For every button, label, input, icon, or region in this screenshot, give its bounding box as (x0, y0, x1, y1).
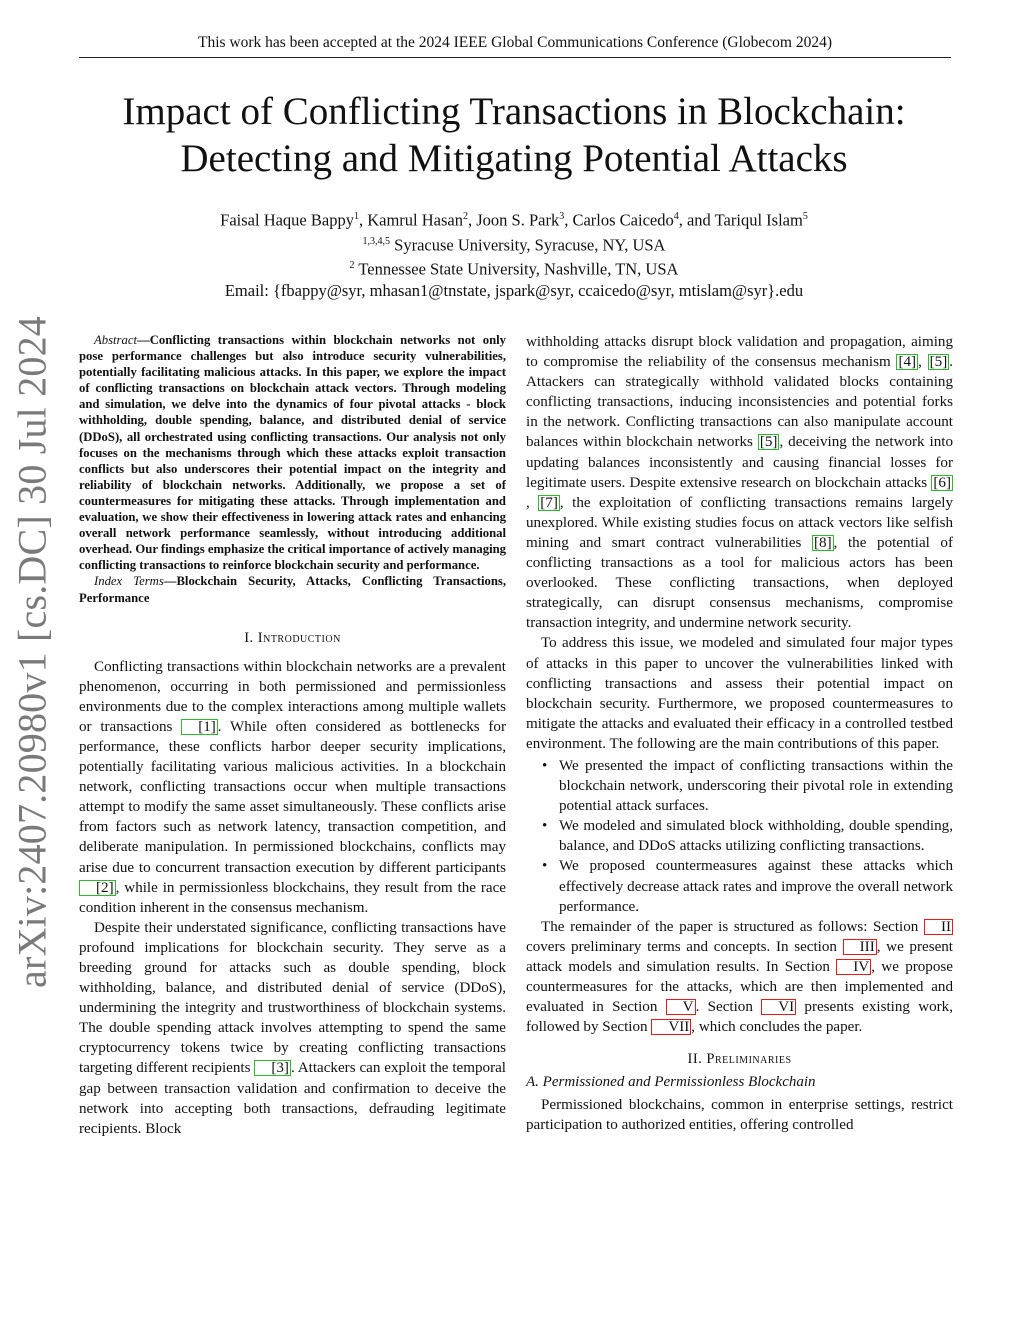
prelim-body (526, 1095, 953, 1135)
list-item (542, 856, 953, 916)
author-sup: 5 (802, 211, 808, 222)
left-column (79, 332, 506, 1139)
text-run: . While often considered as bottlenecks for performance, these conflicts harbor deeper security implications, potentially facilitating various malicious activities. In a blockchain network, conflicting transactions occur when multiple transactions attempt to modify the same asset simultaneously. These conflicts arise from factors such as network latency, transaction competition, and deliberate manipulation. In permissioned blockchains, conflicts may arise due to concurrent transaction execution by different participants (79, 718, 507, 876)
author-list (64, 206, 964, 231)
intro-body-left (79, 657, 506, 1139)
text-run: , (918, 354, 928, 371)
list-item (542, 756, 953, 816)
text-run: withholding attacks disrupt block validation and propagation, aiming to compromise the reliability of the consensus mechanism (526, 334, 953, 371)
author-sup: 2 (462, 211, 468, 222)
affiliation-1-sup: 1,3,4,5 (362, 235, 391, 247)
citation-link[interactable]: [5] (929, 354, 948, 371)
author-sep: , (467, 210, 477, 230)
abstract (79, 332, 506, 606)
arxiv-identifier[interactable]: arXiv:2407.20980v1 [cs.DC] 30 Jul 2024 (9, 316, 55, 988)
author-block (64, 206, 964, 301)
section-link-iii[interactable]: III (843, 939, 877, 955)
author-sup: 3 (559, 211, 565, 222)
intro-body-right (526, 332, 953, 1037)
author-sep: , (358, 210, 368, 230)
citation-link[interactable]: [8] (814, 534, 832, 551)
section-heading-preliminaries: II. Preliminaries (687, 1051, 792, 1068)
author-sup: 4 (673, 211, 679, 222)
section-link-v[interactable]: V (666, 999, 696, 1015)
author-name: Tariqul Islam (714, 210, 803, 230)
text-run: , (526, 494, 539, 511)
prelim-paragraph: Permissioned blockchains, common in enterprise settings, restrict participation to authorized entities, offering controlled (526, 1097, 953, 1134)
arxiv-sidebar (0, 0, 64, 1325)
affiliation-2-sup: 2 (349, 260, 355, 271)
index-terms-label: Index Terms (94, 574, 164, 589)
bullet-icon: • (542, 858, 548, 875)
intro-paragraph: To address this issue, we modeled and simulated four major types of attacks in this paper to uncover the vulnerabilities linked with conflicting transactions and assess their potential impact on blockchain security. Furthermore, we proposed countermeasures to mitigate the attacks and evaluated their efficacy in a controlled testbed environment. The following are the main contributions of this paper. (526, 635, 953, 752)
right-column (526, 332, 953, 1135)
list-item-text: We proposed countermeasures against these attacks which effectively decrease attack rates and improve the overall network performance. (559, 858, 953, 915)
citation-link[interactable]: [7] (540, 494, 558, 511)
text-run: , the potential of conflicting transactions as a tool for malicious actors has been overlooked. These conflicting transactions, when deployed strategically, can disrupt consensus mechanisms, compromise transaction integrity, and undermine network security. (526, 534, 954, 632)
author-name: Joon S. Park (476, 210, 560, 230)
text-run: , we propose countermeasures for the attacks, which are then implemented and evaluated in Section (526, 958, 953, 1016)
text-run: , the exploitation of conflicting transactions remains largely unexplored. While existing studies focus on attack vectors like selfish mining and smart contract vulnerabilities (526, 494, 954, 551)
section-link-vii[interactable]: VII (651, 1019, 691, 1035)
affiliation-2 (64, 255, 964, 280)
citation-link[interactable]: [5] (759, 434, 778, 451)
citation-link[interactable]: [6] (933, 474, 951, 491)
list-item-text: We modeled and simulated block withholding, double spending, balance, and DDoS attacks utilizing conflicting transactions. (559, 818, 953, 855)
citation-link[interactable]: [3] (254, 1060, 291, 1076)
citation-link[interactable]: [4] (898, 354, 917, 371)
text-run: presents existing work, followed by Section (526, 999, 953, 1036)
list-item (542, 816, 953, 856)
abstract-paragraph (79, 332, 506, 573)
author-name: Kamrul Hasan (367, 210, 463, 230)
paper-title (64, 88, 964, 182)
section-link-ii[interactable]: II (924, 919, 953, 935)
text-run: , deceiving the network into updating balances inconsistently and causing financial losses for legitimate users. Despite extensive research on blockchain attacks (526, 434, 953, 491)
text-run: The remainder of the paper is structured as follows: Section (541, 918, 924, 935)
conference-note: This work has been accepted at the 2024 IEEE Global Communications Conference (Globecom 2024) (197, 34, 833, 51)
citation-link[interactable]: [2] (79, 880, 116, 896)
list-item-text: We presented the impact of conflicting transactions within the blockchain network, underscoring their pivotal role in extending potential attack surfaces. (559, 757, 953, 815)
text-run: . Section (695, 999, 762, 1016)
section-link-iv[interactable]: IV (836, 959, 871, 975)
bullet-icon: • (542, 818, 548, 835)
intro-paragraph (79, 918, 506, 1139)
index-terms-text: —Blockchain Security, Attacks, Conflicting Transactions, Performance (79, 574, 506, 605)
author-sep: , (564, 210, 573, 230)
text-run: . Attackers can exploit the temporal gap between transaction validation and confirmation to deceive the network into accepting both transactions, defrauding legitimate recipients. Block (79, 1060, 506, 1137)
section-heading-introduction: I. Introduction (244, 629, 341, 646)
author-sup: 1 (353, 211, 359, 222)
abstract-label: Abstract (94, 333, 137, 347)
citation-link[interactable]: [1] (181, 719, 218, 735)
index-terms (79, 573, 506, 605)
text-run: . Attackers can strategically withhold validated blocks containing conflicting transactions, inducing inconsistencies and potential forks in the network. Conflicting transactions can also manipulate account balances within blockchain networks (526, 354, 954, 451)
text-run: , we present attack models and simulation results. In Section (526, 938, 954, 975)
text-run: Despite their understated significance, conflicting transactions have profound implications for blockchain security. They serve as a breeding ground for attacks such as double spending, block withholding, balance, and distributed denial of service (DDoS), undermining the integrity and trustworthiness of blockchain systems. The double spending attack involves attempting to spend the same cryptocurrency tokens twice by creating conflicting transactions targeting different recipients (79, 919, 506, 1077)
bullet-icon: • (542, 757, 548, 774)
contributions-list (526, 756, 953, 917)
intro-paragraph (79, 657, 506, 918)
title-line-1: Impact of Conflicting Transactions in Blockchain: (122, 90, 906, 133)
section-link-vi[interactable]: VI (761, 999, 796, 1015)
text-run: covers preliminary terms and concepts. In section (526, 938, 843, 955)
intro-paragraph (526, 917, 953, 1038)
author-name: Faisal Haque Bappy (220, 210, 354, 230)
header-divider (79, 57, 951, 58)
subsection-heading: A. Permissioned and Permissionless Blockchain (526, 1074, 816, 1091)
author-sep: , and (678, 210, 715, 230)
text-run: , while in permissionless blockchains, they result from the race condition inherent in the consensus mechanism. (79, 879, 506, 916)
affiliation-1-text: Syracuse University, Syracuse, NY, USA (394, 235, 666, 254)
text-run: Conflicting transactions within blockchain networks are a prevalent phenomenon, occurring in both permissioned and permissionless environments due to the complex interactions among multiple wallets or transactions (79, 658, 506, 735)
title-line-2: Detecting and Mitigating Potential Attacks (180, 137, 848, 180)
affiliation-1 (64, 231, 964, 256)
abstract-text: —Conflicting transactions within blockchain networks not only pose performance challenges but also introduce security vulnerabilities, potentially facilitating malicious attacks. In this paper, we explore the impact of conflicting transactions on blockchain attack vectors. Through modeling and simulation, we delve into the dynamics of four pivotal attacks - block withholding, double spending, balance, and distributed denial of service (DDoS), all orchestrated using conflicting transactions. Our analysis not only focuses on the mechanisms through which these attacks exploit transaction conflicts but also underscores their potential impact on the integrity and reliability of blockchain networks. Additionally, we propose a set of countermeasures for mitigating these attacks. Through implementation and evaluation, we show their effectiveness in lowering attack rates and enhancing overall network performance seamlessly, without introducing additional overhead. Our findings emphasize the critical importance of actively managing conflicting transactions to reinforce blockchain security and performance. (79, 333, 506, 573)
affiliation-2-text: Tennessee State University, Nashville, TN, USA (358, 259, 679, 279)
intro-paragraph-continued (526, 332, 953, 633)
author-name: Carlos Caicedo (572, 210, 674, 230)
author-email: Email: {fbappy@syr, mhasan1@tnstate, jspark@syr, ccaicedo@syr, mtislam@syr}.edu (224, 280, 804, 300)
text-run: , which concludes the paper. (691, 1019, 863, 1036)
